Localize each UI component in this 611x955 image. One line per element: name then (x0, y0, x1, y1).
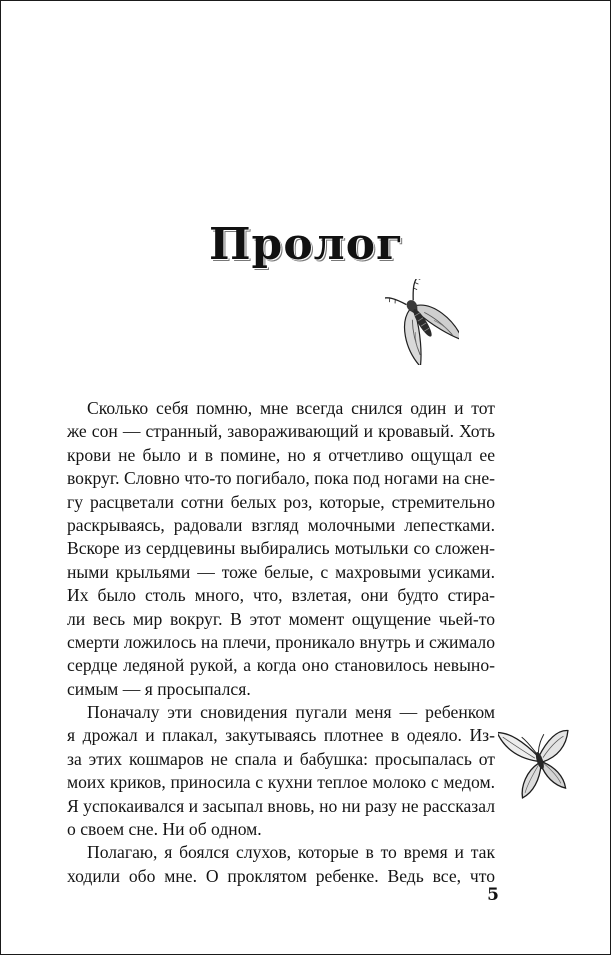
paragraph (67, 841, 495, 888)
text-line: вокруг. Словно что-то погибало, пока под ногами на сне- (67, 468, 495, 489)
text-line: Я успокаивался и засыпал вновь, но ни разу не рассказал (67, 795, 495, 816)
text-line: гу расцветали сотни белых роз, которые, стремительно (67, 491, 495, 512)
text-line: крови не было и в помине, но я отчетливо ощущал ее (67, 444, 495, 465)
text-line: за этих кошмаров не спала и бабушка: просыпалась от (67, 748, 495, 769)
text-line: Вскоре из сердцевины выбирались мотыльки со сложен- (67, 538, 495, 559)
text-line: я дрожал и плакал, закутываясь плотнее в одеяло. Из- (67, 725, 495, 746)
text-line: о своем сне. Ни об одном. (67, 819, 262, 840)
text-line: ными крыльями — тоже белые, с махровыми усиками. (67, 561, 495, 582)
text-line: же сон — странный, завораживающий и кровавый. Хоть (67, 421, 495, 442)
text-line: Полагаю, я боялся слухов, которые в то время и так (87, 842, 495, 863)
text-line: смерти ложилось на плечи, проникало внутрь и сжимало (67, 631, 495, 652)
text-line: ходили обо мне. О проклятом ребенке. Ведь все, что (67, 865, 495, 886)
paragraph (67, 397, 495, 701)
text-line: Поначалу эти сновидения пугали меня — ребенком (87, 702, 495, 723)
text-line: Сколько себя помню, мне всегда снился один и тот (87, 398, 495, 418)
text-line: симым — я просыпался. (67, 678, 251, 699)
text-line: моих криков, приносила с кухни теплое молоко с медом. (67, 772, 495, 793)
page-number: 5 (487, 885, 499, 905)
moth-illustration-icon (385, 279, 459, 365)
paragraph (67, 701, 495, 841)
text-line: сердце ледяной рукой, а когда оно становилось невыно- (67, 655, 495, 676)
text-line: Их было столь много, что, взлетая, они будто стира- (67, 585, 495, 606)
body-text (67, 397, 495, 888)
butterfly-illustration-icon (498, 707, 578, 803)
text-line: ли весь мир вокруг. В этот момент ощущение чьей-то (67, 608, 495, 629)
text-line: раскрываясь, радовали взгляд молочными лепестками. (67, 514, 495, 535)
chapter-title: Пролог (209, 219, 404, 270)
